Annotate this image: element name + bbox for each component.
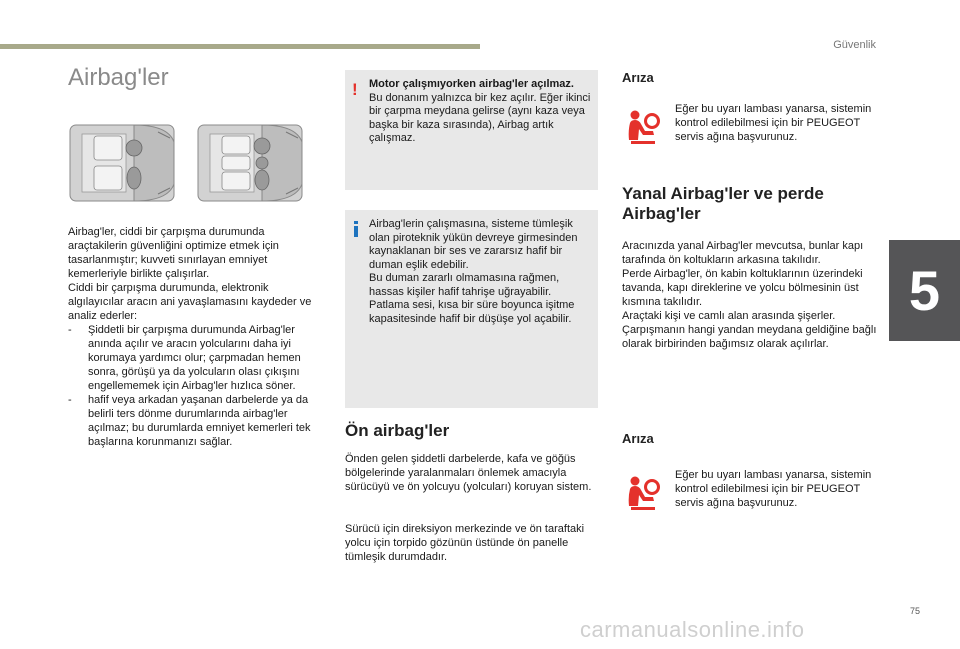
intro-paragraph-2: Ciddi bir çarpışma durumunda, elektronik algılayıcılar aracın ani yavaşlamasını kaydeder ve analiz ederler:: [68, 282, 312, 322]
exclamation-icon: !: [352, 80, 358, 99]
airbag-warning-icon: [625, 473, 663, 511]
warning-body: Bu donanım yalnızca bir kez açılır. Eğer ikinci bir çarpma meydana gelirse (aynı kaza veya başka bir kaza sırasında), Airbag artık çalışmaz.: [369, 91, 591, 144]
intro-text: [68, 225, 326, 449]
intro-paragraph: Airbag'ler, ciddi bir çarpışma durumunda araçtakilerin güvenliğini optimize etmek için tasarlanmıştır; kuvveti sınırlayan emniyet kemerleriyle birlikte çalışırlar.: [68, 226, 279, 280]
side-paragraph: Perde Airbag'ler, ön kabin koltuklarının üzerindeki tavanda, kapı direklerine ve yolcu bölmesinin üst kısmına takılıdır.: [622, 268, 863, 308]
side-paragraph: Araçtaki kişi ve camlı alan arasında şişerler.: [622, 310, 836, 322]
info-paragraph: Airbag'lerin çalışmasına, sisteme tümleşik olan piroteknik yükün devreye girmesinden kaynaklanan bir ses ve zararsız hafif bir duman eşlik edebilir.: [369, 218, 578, 271]
page-title: Airbag'ler: [68, 64, 169, 91]
section-label: Güvenlik: [833, 39, 876, 51]
watermark: carmanualsonline.info: [580, 617, 805, 642]
info-icon: [354, 221, 358, 238]
front-airbags-location-text: Sürücü için direksiyon merkezinde ve ön taraftaki yolcu için torpido gözünün üstünde ön panelle tümleşik durumdadır.: [345, 523, 585, 563]
info-paragraph-3: Patlama sesi, kısa bir süre boyunca işitme kapasitesinde hafif bir düşüşe yol açabilir.: [369, 299, 575, 325]
warning-bold: Motor çalışmıyorken airbag'ler açılmaz.: [369, 78, 574, 90]
fault-text: Eğer bu uyarı lambası yanarsa, sistemin kontrol edilebilmesi için bir PEUGEOT servis ağına başvurunuz.: [675, 103, 872, 143]
list-item-text: Şiddetli bir çarpışma durumunda Airbag'ler anında açılır ve aracın yolcularını daha iyi korumaya yardımcı olur; çarpmadan hemen sonra, görüşü ya da yolcuların olası çıkışını engellememek için Airbag'ler hızlıca söner.: [88, 324, 301, 392]
side-paragraph: Çarpışmanın hangi yandan meydana geldiğine bağlı olarak birbirinden bağımsız olarak açılırlar.: [622, 324, 877, 350]
list-item-text: hafif veya arkadan yaşanan darbelerde ya da belirli ters dönme durumlarında airbag'ler açılmaz; bu durumlarda emniyet kemerleri tek başlarına korunmanızı sağlar.: [88, 394, 311, 448]
side-airbags-heading: Yanal Airbag'ler ve perde Airbag'ler: [622, 184, 824, 223]
info-paragraph-2: Bu duman zararlı olmamasına rağmen, hassas kişiler hafif tahrişe uğrayabilir.: [369, 272, 560, 298]
header-bar: [0, 44, 480, 49]
info-box: [345, 210, 598, 408]
page-number: 75: [909, 606, 920, 616]
chapter-tab: 5: [889, 240, 960, 341]
car-topview-image: [68, 122, 176, 204]
car-topview-image: [196, 122, 304, 204]
side-paragraph: Aracınızda yanal Airbag'ler mevcutsa, bunlar kapı tarafında ön koltukların arkasına takılıdır.: [622, 240, 864, 266]
bullet-dash: -: [68, 324, 72, 336]
fault-text: Eğer bu uyarı lambası yanarsa, sistemin kontrol edilebilmesi için bir PEUGEOT servis ağına başvurunuz.: [675, 469, 872, 509]
warning-box: [345, 70, 598, 190]
info-text: [369, 218, 591, 326]
fault-heading: Arıza: [622, 70, 654, 85]
list-item: [68, 393, 326, 449]
front-airbags-text: Önden gelen şiddetli darbelerde, kafa ve göğüs bölgelerinde yaralanmaları önlemek amacıyla sürücüyü ve ön yolcuyu (yolcuları) koruyan sistem.: [345, 453, 592, 493]
warning-text: [369, 78, 591, 146]
airbag-warning-icon: [625, 107, 663, 145]
bullet-dash: -: [68, 394, 72, 406]
fault-heading: Arıza: [622, 431, 654, 446]
side-airbags-text: [622, 239, 877, 351]
list-item: [68, 323, 326, 393]
front-airbags-heading: Ön airbag'ler: [345, 421, 450, 440]
